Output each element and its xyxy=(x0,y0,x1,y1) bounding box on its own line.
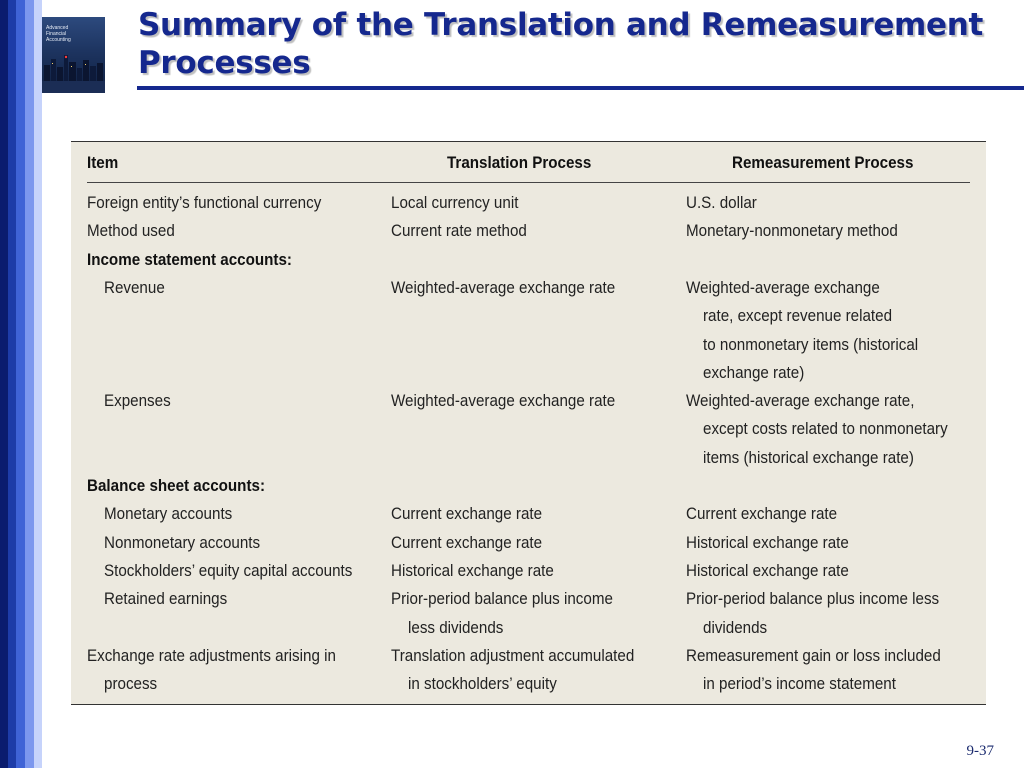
title-underline xyxy=(137,86,1024,90)
header-divider xyxy=(87,182,970,183)
table-cell: Weighted-average exchange rate, xyxy=(686,392,915,411)
header-remeasurement: Remeasurement Process xyxy=(732,154,914,172)
header-translation: Translation Process xyxy=(447,154,592,172)
table-cell: in stockholders’ equity xyxy=(408,675,557,694)
table-cell: to nonmonetary items (historical xyxy=(703,335,919,354)
table-cell: dividends xyxy=(703,618,768,637)
table-cell: Current rate method xyxy=(391,222,527,241)
table-cell: Remeasurement gain or loss included xyxy=(686,646,941,665)
table-cell: Weighted-average exchange rate xyxy=(391,392,616,411)
table-cell: Monetary-nonmonetary method xyxy=(686,222,898,241)
header-item: Item xyxy=(87,154,119,172)
table-cell: Translation adjustment accumulated xyxy=(391,646,635,665)
table-cell: Method used xyxy=(87,222,175,241)
table-cell: Stockholders’ equity capital accounts xyxy=(104,561,353,580)
table-cell: Historical exchange rate xyxy=(391,561,554,580)
table-cell: Weighted-average exchange rate xyxy=(391,278,616,297)
table-cell: items (historical exchange rate) xyxy=(703,448,914,467)
book-cover-title: Advanced Financial Accounting xyxy=(46,25,71,43)
table-cell: process xyxy=(104,675,158,694)
table-cell: Nonmonetary accounts xyxy=(104,533,261,552)
book-cover-thumbnail xyxy=(42,17,105,93)
table-cell: Prior-period balance plus income xyxy=(391,590,613,609)
city-skyline-icon xyxy=(42,51,105,81)
table-cell: exchange rate) xyxy=(703,363,805,382)
table-cell: Retained earnings xyxy=(104,590,228,609)
slide-title: Summary of the Translation and Remeasurement Processes xyxy=(138,7,984,81)
table-cell: Income statement accounts: xyxy=(87,250,292,269)
table-cell: Current exchange rate xyxy=(391,505,543,524)
table-cell: in period’s income statement xyxy=(703,675,896,694)
left-decorative-bars xyxy=(0,0,44,768)
table-cell: Balance sheet accounts: xyxy=(87,477,266,495)
table-cell: except costs related to nonmonetary xyxy=(703,420,948,439)
table-cell: less dividends xyxy=(408,618,504,637)
table-cell: Local currency unit xyxy=(391,194,519,212)
table-cell: rate, except revenue related xyxy=(703,307,893,326)
table-cell: Current exchange rate xyxy=(686,505,838,524)
table-cell: Current exchange rate xyxy=(391,533,543,552)
table-cell: Prior-period balance plus income less xyxy=(686,590,940,609)
summary-table xyxy=(71,141,986,705)
table-cell: Expenses xyxy=(104,392,171,411)
page-number: 9-37 xyxy=(966,743,994,759)
table-cell: Exchange rate adjustments arising in xyxy=(87,646,336,665)
table-cell: Historical exchange rate xyxy=(686,561,849,580)
table-cell: Foreign entity’s functional currency xyxy=(87,194,322,212)
table-cell: Weighted-average exchange xyxy=(686,278,880,297)
table-cell: Monetary accounts xyxy=(104,505,233,524)
table-cell: Revenue xyxy=(104,278,165,297)
table-cell: U.S. dollar xyxy=(686,194,757,212)
table-cell: Historical exchange rate xyxy=(686,533,849,552)
